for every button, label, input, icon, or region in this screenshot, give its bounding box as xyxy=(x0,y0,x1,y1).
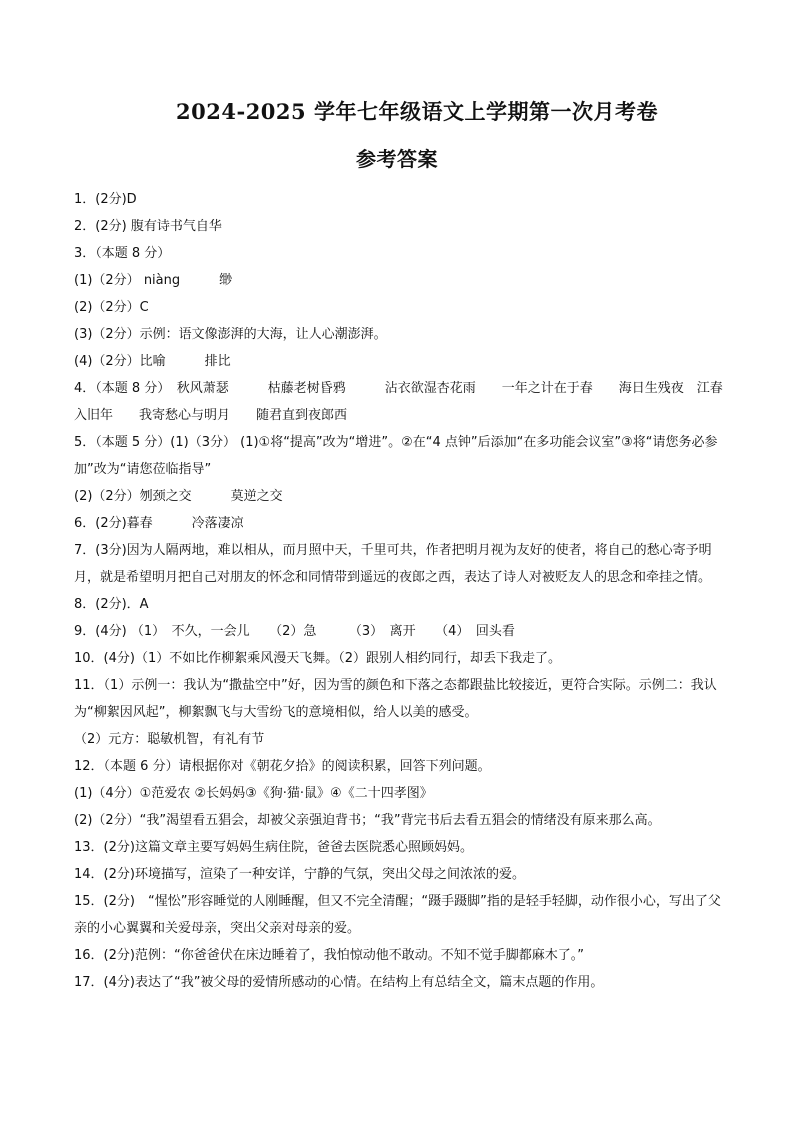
answer-list xyxy=(74,186,726,996)
answer-q3-part3: (3)（2分）示例：语文像澎湃的大海，让人心潮澎湃。 xyxy=(74,327,387,342)
answer-q6: 6．(2分)暮春 冷落凄凉 xyxy=(74,516,244,531)
answer-q13: 13．(2分)这篇文章主要写妈妈生病住院，爸爸去医院悉心照顾妈妈。 xyxy=(74,840,473,855)
answer-q11: 11．（1）示例一：我认为“撒盐空中”好，因为雪的颜色和下落之态都跟盐比较接近，更符合实际。示例二：我认为“柳絮因风起”，柳絮飘飞与大雪纷飞的意境相似，给人以美的感受。 xyxy=(74,678,717,720)
answer-q14: 14．(2分)环境描写，渲染了一种安详，宁静的气氛，突出父母之间浓浓的爱。 xyxy=(74,867,525,882)
answer-q12-part1: (1)（4分）①范爱农 ②长妈妈③《狗·猫·鼠》④《二十四孝图》 xyxy=(74,786,433,801)
page-subtitle: 参考答案 xyxy=(356,147,438,171)
answer-q9: 9．(4分) （1） 不久，一会儿 （2）急 （3） 离开 （4） 回头看 xyxy=(74,624,515,639)
answer-q3-part4: (4)（2分）比喻 排比 xyxy=(74,354,231,369)
answer-q16: 16．(2分)范例：“你爸爸伏在床边睡着了，我怕惊动他不敢动。不知不觉手脚都麻木了。” xyxy=(74,948,584,963)
answer-q12: 12．（本题 6 分）请根据你对《朝花夕拾》的阅读积累，回答下列问题。 xyxy=(74,759,491,774)
page-title: 2024-2025 学年七年级语文上学期第一次月考卷 xyxy=(176,99,658,124)
answer-q11-part2: （2）元方：聪敏机智，有礼有节 xyxy=(74,732,265,747)
answer-q1: 1．(2分)D xyxy=(74,192,137,207)
answer-q17: 17．(4分)表达了“我”被父母的爱情所感动的心情。在结构上有总结全文，篇末点题的作用。 xyxy=(74,975,604,990)
answer-q10: 10．(4分)（1）不如比作柳絮乘风漫天飞舞。（2）跟别人相约同行，却丢下我走了。 xyxy=(74,651,561,666)
answer-q15: 15．(2分) “惺忪”形容睡觉的人刚睡醒，但又不完全清醒；“蹑手蹑脚”指的是轻手轻脚，动作很小心，写出了父亲的小心翼翼和关爱母亲，突出父亲对母亲的爱。 xyxy=(74,894,721,936)
answer-q3-part2: (2)（2分）C xyxy=(74,300,149,315)
answer-q4: 4．（本题 8 分） 秋风萧瑟 枯藤老树昏鸦 沾衣欲湿杏花雨 一年之计在于春 海日生残夜 江春入旧年 我寄愁心与明月 随君直到夜郎西 xyxy=(74,381,723,423)
answer-q7: 7．(3分)因为人隔两地，难以相从，而月照中天，千里可共，作者把明月视为友好的使者，将自己的愁心寄予明月，就是希望明月把自己对朋友的怀念和同情带到遥远的夜郎之西，表达了诗人对被贬友人的思念和牵挂之情。 xyxy=(74,543,712,585)
answer-q12-part2: (2)（2分）“我”渴望看五猖会，却被父亲强迫背书；“我”背完书后去看五猖会的情绪没有原来那么高。 xyxy=(74,813,661,828)
answer-q5: 5．（本题 5 分）(1)（3分） (1)①将“提高”改为“增进”。②在“4 点钟”后添加“在多功能会议室”③将“请您务必参加”改为“请您莅临指导” xyxy=(74,435,718,477)
answer-q8: 8．(2分)．A xyxy=(74,597,149,612)
answer-q5-part2: (2)（2分）刎颈之交 莫逆之交 xyxy=(74,489,283,504)
answer-q2: 2．(2分) 腹有诗书气自华 xyxy=(74,219,222,234)
answer-q3: 3．（本题 8 分） xyxy=(74,246,171,261)
answer-q3-part1: (1)（2分） niàng 缈 xyxy=(74,273,233,288)
